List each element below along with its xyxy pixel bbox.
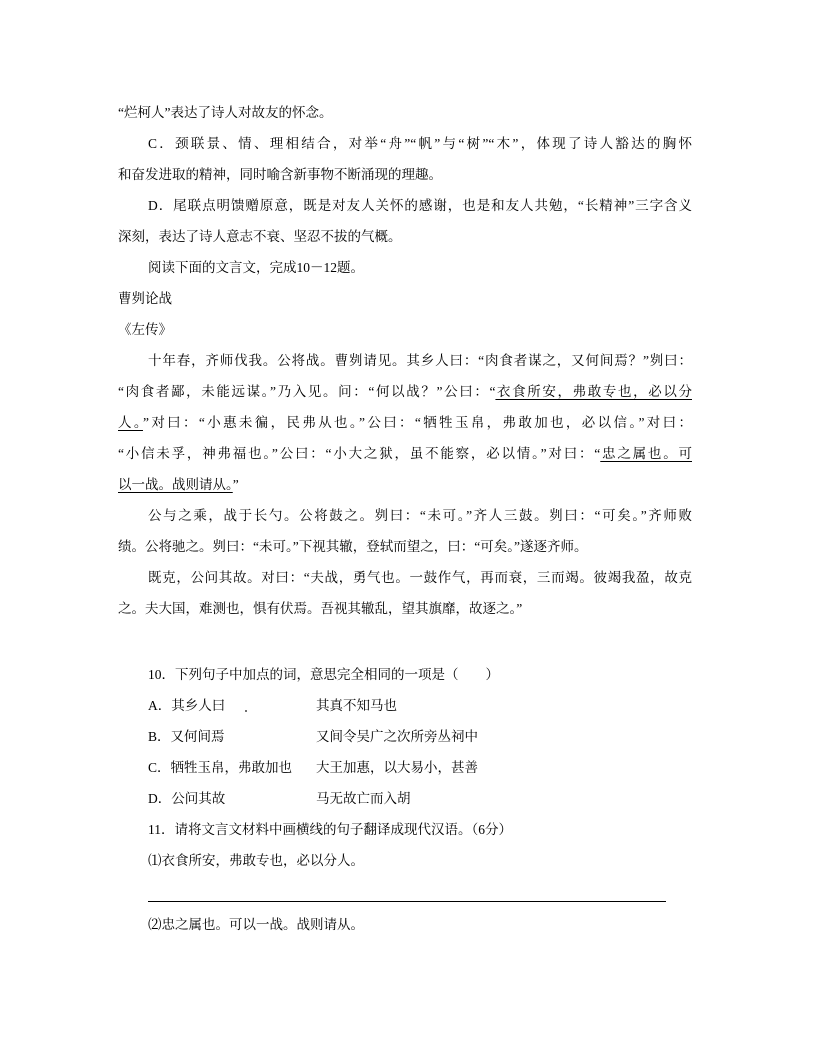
option-row-a: [118, 690, 692, 721]
underlined-sentence: 以一战。战则请从。: [118, 477, 233, 492]
translation-item-1: ⑴衣食所安，弗敢专也，必以分人。: [148, 853, 364, 868]
translation-item-2: ⑵忠之属也。可以一战。战则请从。: [148, 917, 364, 932]
passage-line: [118, 438, 692, 469]
underlined-sentence: 衣食所安，弗敢专也，必以分: [495, 384, 692, 399]
question-11-stem: 11．请将文言文材料中画横线的句子翻译成现代汉语。（6分）: [148, 822, 512, 837]
passage-line: 既克，公问其故。对曰：“夫战，勇气也。一鼓作气，再而衰，三而竭。彼竭我盈，故克: [148, 570, 692, 585]
passage-text: ”对曰：“小惠未徧，民弗从也。”公曰：“牺牲玉帛，弗敢加也，必以信。”对曰：: [142, 415, 692, 430]
passage-line: [118, 407, 692, 438]
emphasis-dot: [245, 710, 247, 712]
option-c-left: C．牺牲玉帛，弗敢加也: [148, 760, 293, 775]
option-row-c: [118, 752, 692, 783]
passage-line: 公与之乘，战于长勺。公将鼓之。刿曰：“未可。”齐人三鼓。刿曰：“可矣。”齐师败: [148, 508, 692, 523]
option-d-right: 马无故亡而入胡: [316, 791, 411, 806]
passage-title: 曹刿论战: [118, 291, 172, 306]
underlined-sentence: 忠之属也。可: [600, 446, 692, 461]
option-d-line-1: D．尾联点明馈赠原意，既是对友人关怀的感谢，也是和友人共勉，“长精神”三字含义: [148, 198, 692, 213]
passage-text: ”: [232, 477, 239, 492]
blank-spacer: [118, 624, 692, 659]
option-c-line-1: C．颈联景、情、理相结合，对举“舟”“帆”与“树”“木”，体现了诗人豁达的胸怀: [148, 136, 692, 151]
option-b-left: B．又何间焉: [148, 729, 225, 744]
passage-source: 《左传》: [118, 322, 172, 337]
passage-line: [118, 376, 692, 407]
option-row-b: [118, 721, 692, 752]
passage-line: 之。夫大国，难测也，惧有伏焉。吾视其辙乱，望其旗靡，故逐之。”: [118, 601, 523, 616]
passage-line: [118, 469, 692, 500]
option-a-right: 其真不知马也: [316, 698, 397, 713]
option-c-line-2: 和奋发进取的精神，同时喻含新事物不断涌现的理趣。: [118, 167, 442, 182]
option-b-right: 又间令吴广之次所旁丛祠中: [316, 729, 478, 744]
option-row-d: [118, 783, 692, 814]
answer-blank: [118, 876, 692, 909]
question-10-stem: 10．下列句子中加点的词，意思完全相同的一项是（ ）: [148, 667, 499, 682]
option-a-left: A．其乡人曰: [148, 698, 226, 713]
reading-instruction: 阅读下面的文言文，完成10－12题。: [148, 260, 364, 275]
passage-line: 十年春，齐师伐我。公将战。曹刿请见。其乡人曰：“肉食者谋之，又何间焉？”刿曰：: [148, 353, 692, 368]
passage-line: 绩。公将驰之。刿曰：“未可。”下视其辙，登轼而望之，曰：“可矣。”遂逐齐师。: [118, 539, 588, 554]
option-d-line-2: 深刻，表达了诗人意志不衰、坚忍不拔的气概。: [118, 229, 402, 244]
passage-text: “小信未孚，神弗福也。”公曰：“小大之狱，虽不能察，必以情。”对曰：“: [118, 446, 601, 461]
option-c-right: 大王加惠，以大易小，甚善: [316, 760, 478, 775]
option-continuation-line: “烂柯人”表达了诗人对故友的怀念。: [118, 105, 333, 120]
passage-text: “肉食者鄙，未能远谋。”乃入见。问：“何以战？”公曰：“: [118, 384, 496, 399]
underlined-sentence: 人。: [118, 415, 143, 430]
document-body: [118, 97, 692, 940]
answer-rule: [148, 901, 666, 902]
option-d-left: D．公问其故: [148, 791, 226, 806]
